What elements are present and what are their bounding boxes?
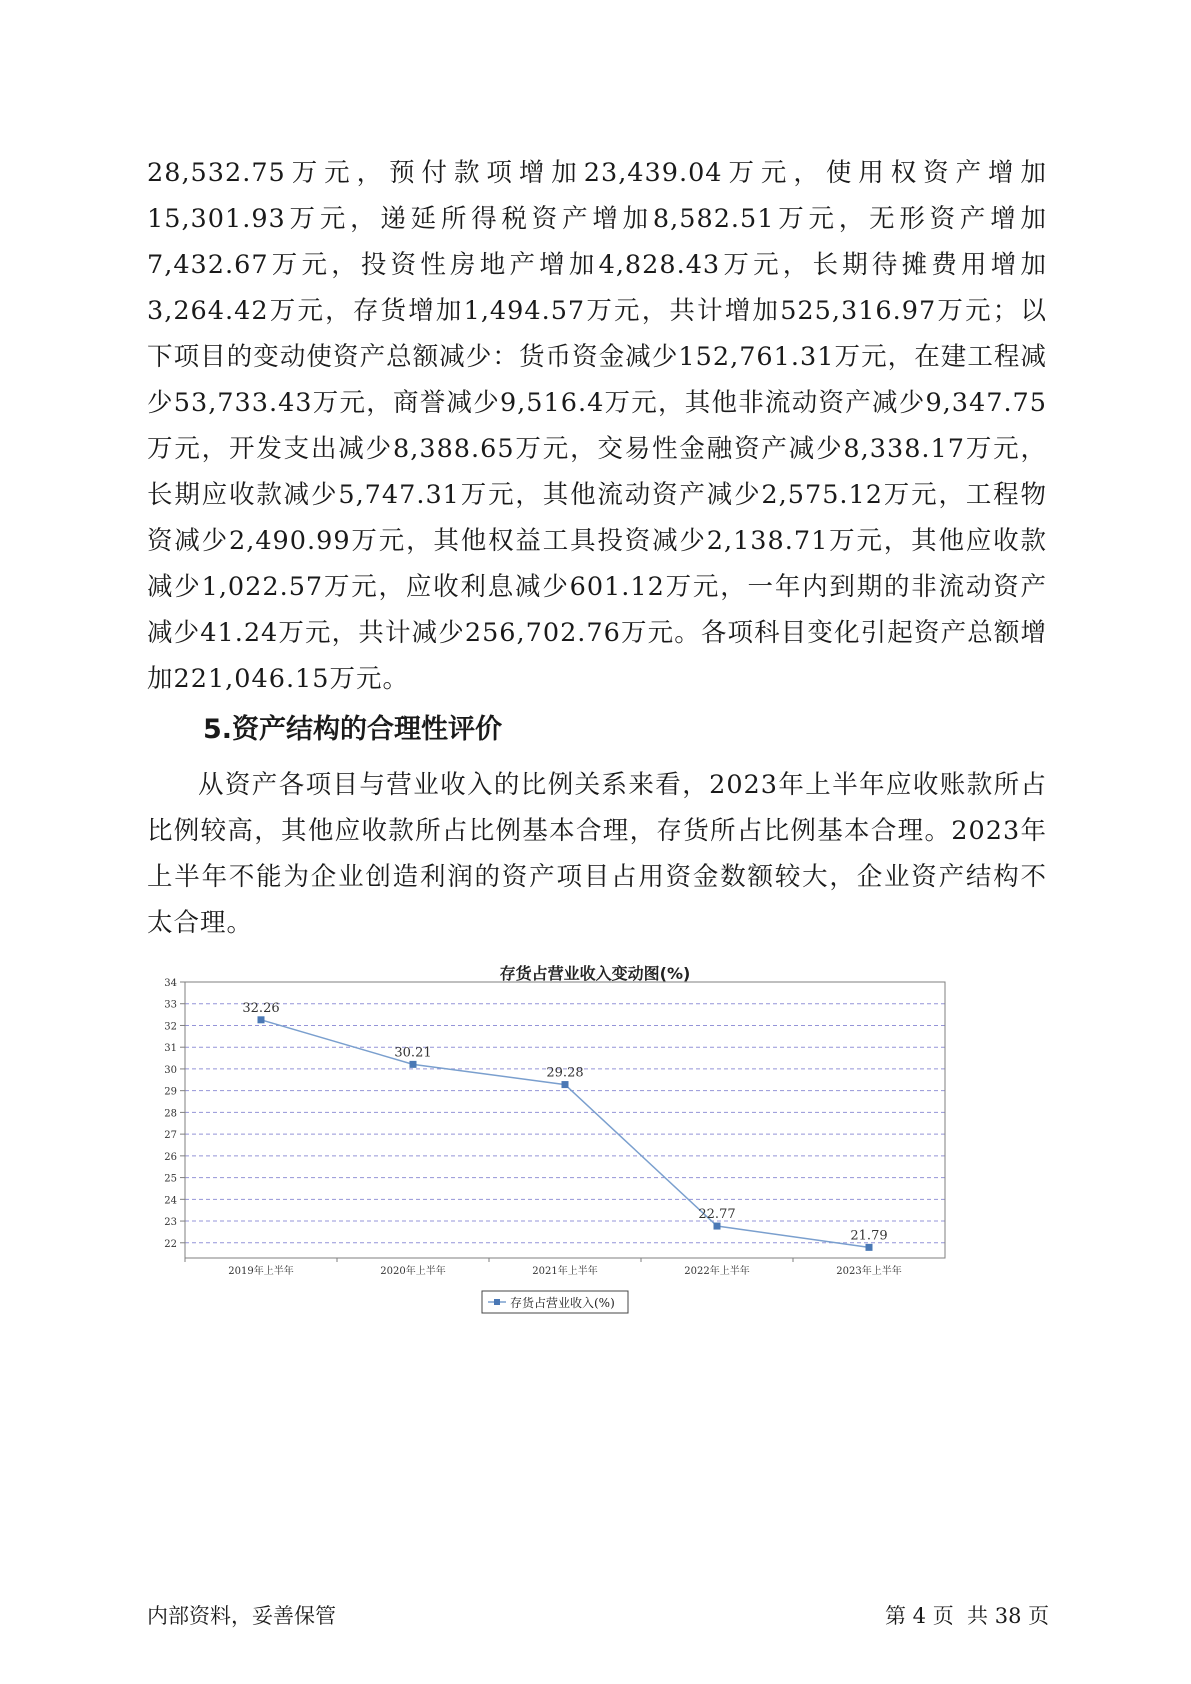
data-point [258,1016,265,1023]
section-heading: 5.资产结构的合理性评价 [203,714,503,745]
data-point [866,1244,873,1251]
y-tick-label: 31 [164,1043,177,1055]
inventory-ratio-chart [145,960,1045,1420]
footer-confidential-note: 内部资料，妥善保管 [147,1604,336,1628]
data-label: 29.28 [546,1065,584,1081]
chart-axes [164,978,945,1277]
y-tick-label: 25 [164,1173,177,1185]
series-line [261,1020,869,1248]
body-paragraph-asset-changes: 28,532.75万元，预付款项增加23,439.04万元，使用权资产增加15,301.93万元，递延所得税资产增加8,582.51万元，无形资产增加7,432.67万元，投资性房地产增加4,828.43万元，长期待摊费用增加3,264.42万元，存货增加1,494.57万元，共计增加525,316.97万元；以下项目的变动使资产总额减少：货币资金减少152,761.31万元，在建工程减少53,733.43万元，商誉减少9,516.4万元，其他非流动资产减少9,347.75万元，开发支出减少8,388.65万元，交易性金融资产减少8,338.17万元，长期应收款减少5,747.31万元，其他流动资产减少2,575.12万元，工程物资减少2,490.99万元，其他权益工具投资减少2,138.71万元，其他应收款减少1,022.57万元，应收利息减少601.12万元，一年内到期的非流动资产减少41.24万元，共计减少256,702.76万元。各项科目变化引起资产总额增加221,046.15万元。 [147,158,1047,694]
data-label: 21.79 [850,1228,888,1244]
legend-label: 存货占营业收入(%) [510,1296,615,1310]
footer-page-number: 第 4 页 共 38 页 [885,1604,1050,1628]
y-tick-label: 34 [164,978,177,989]
data-label: 32.26 [242,1000,280,1016]
x-tick-label: 2021年上半年 [532,1266,598,1277]
x-tick-label: 2022年上半年 [684,1266,750,1277]
x-tick-label: 2023年上半年 [836,1266,902,1277]
y-tick-label: 29 [164,1086,177,1098]
chart-grid [185,982,945,1243]
plot-area-border [185,982,945,1258]
data-point [562,1081,569,1088]
y-tick-label: 26 [164,1151,177,1163]
y-tick-label: 33 [164,999,177,1011]
y-tick-label: 22 [164,1238,177,1250]
legend-marker-swatch [494,1299,500,1305]
body-paragraph-asset-structure: 从资产各项目与营业收入的比例关系来看，2023年上半年应收账款所占比例较高，其他应收款所占比例基本合理，存货所占比例基本合理。2023年上半年不能为企业创造利润的资产项目占用资金数额较大，企业资产结构不太合理。 [147,770,1047,938]
chart-svg [145,960,1045,1420]
data-label: 22.77 [698,1207,736,1223]
y-tick-label: 23 [164,1217,177,1229]
chart-series [242,1001,887,1251]
y-tick-label: 32 [164,1021,177,1033]
chart-legend [482,1291,628,1313]
y-tick-label: 27 [164,1130,177,1142]
chart-title: 存货占营业收入变动图(%) [499,964,691,983]
x-tick-label: 2019年上半年 [228,1266,294,1277]
x-tick-label: 2020年上半年 [380,1266,446,1277]
y-tick-label: 30 [164,1064,177,1076]
y-tick-label: 28 [164,1108,177,1120]
data-point [714,1223,721,1230]
y-tick-label: 24 [164,1195,177,1207]
data-point [410,1061,417,1068]
data-label: 30.21 [394,1045,432,1061]
